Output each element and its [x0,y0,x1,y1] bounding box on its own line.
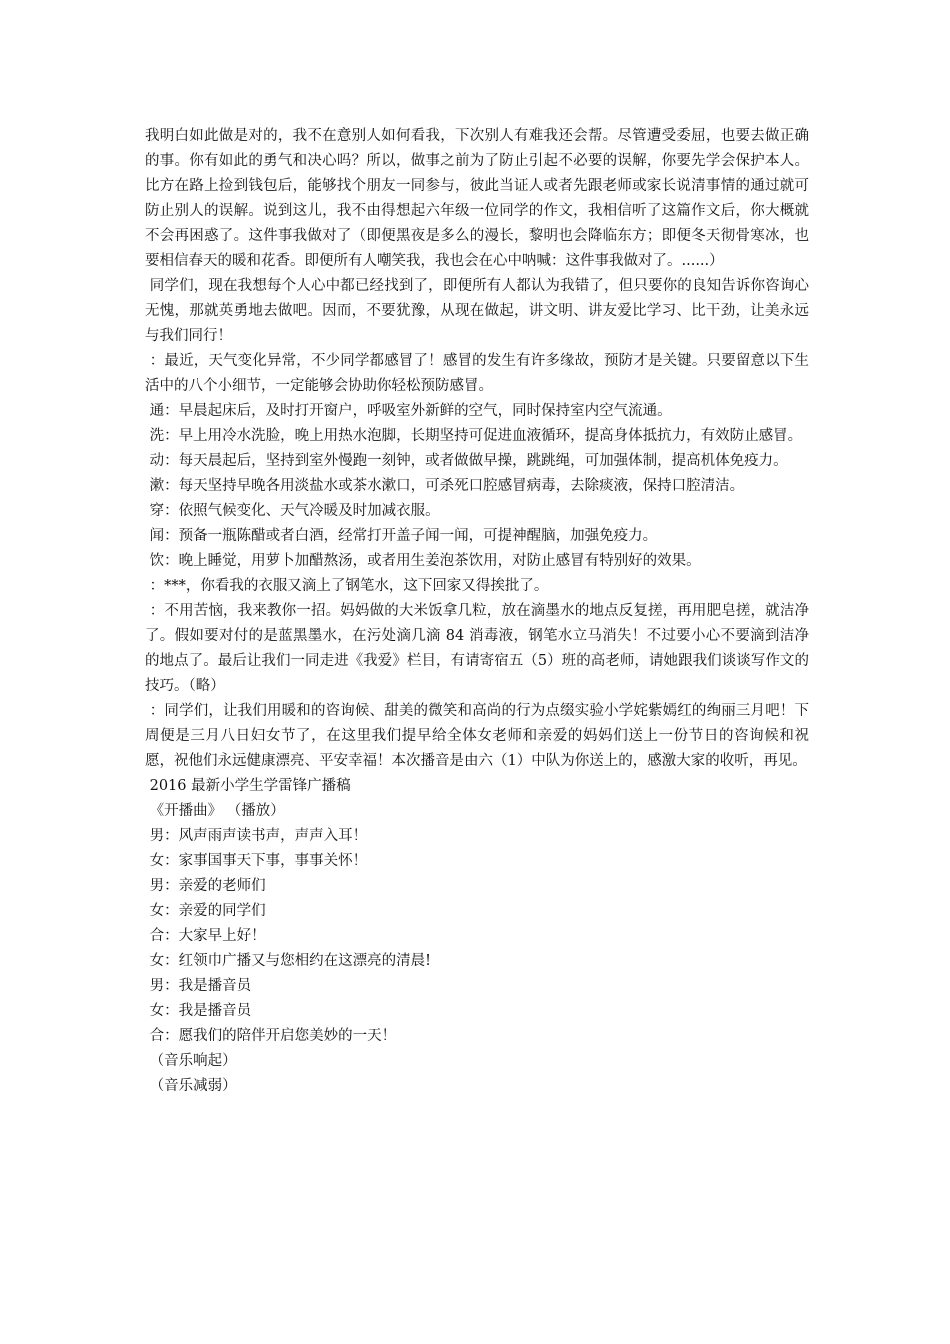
script-line: 女：亲爱的同学们 [145,903,266,919]
paragraph: ：***，你看我的衣服又滴上了钢笔水，这下回家又得挨批了。 [145,578,549,594]
section-title: 2016 最新小学生学雷锋广播稿 [145,778,351,794]
script-line: 女：家事国事天下事，事事关怀！ [145,853,368,869]
script-line: （音乐响起） [145,1053,237,1069]
paragraph: 动：每天晨起后，坚持到室外慢跑一刻钟，或者做做早操，跳跳绳，可加强体制，提高机体免疫力。 [145,453,788,469]
paragraph: 闻：预备一瓶陈醋或者白酒，经常打开盖子闻一闻，可提神醒脑，加强免疫力。 [145,528,658,544]
script-line: 女：红领巾广播又与您相约在这漂亮的清晨! [145,953,431,969]
script-line: 合：大家早上好！ [145,928,266,944]
script-line: 男：风声雨声读书声，声声入耳！ [145,828,368,844]
paragraph: 漱：每天坚持早晚各用淡盐水或茶水漱口，可杀死口腔感冒病毒，去除痰液，保持口腔清洁。 [145,478,745,494]
paragraph: 同学们，现在我想每个人心中都已经找到了，即便所有人都认为我错了，但只要你的良知告诉你咨询心无愧，那就英勇地去做吧。因而，不要犹豫，从现在做起，讲文明、讲友爱比学习、比干劲，让美永远与我们同行！ [145,278,809,344]
script-line: 男：亲爱的老师们 [145,878,266,894]
script-line: （音乐减弱） [145,1078,237,1094]
script-line: 女：我是播音员 [145,1003,252,1019]
document-body [145,124,809,1099]
paragraph: 洗：早上用冷水洗脸，晚上用热水泡脚，长期坚持可促进血液循环，提高身体抵抗力，有效防止感冒。 [145,428,803,444]
paragraph: 饮：晚上睡觉，用萝卜加醋熬汤，或者用生姜泡茶饮用，对防止感冒有特别好的效果。 [145,553,701,569]
paragraph: ：不用苦恼，我来教你一招。妈妈做的大米饭拿几粒，放在滴墨水的地点反复搓，再用肥皂搓，就洁净了。假如要对付的是蓝黑墨水，在污处滴几滴 84 消毒液，钢笔水立马消失！不过要小心不要滴到洁净的地点了。最后让我们一同走进《我爱》栏目，有请寄宿五（5）班的高老师，请她跟我们谈谈写作文的技巧。（略） [145,603,809,694]
paragraph: 穿：依照气候变化、天气冷暖及时加减衣服。 [145,503,440,519]
script-line: 合：愿我们的陪伴开启您美妙的一天！ [145,1028,397,1044]
paragraph: ：同学们，让我们用暖和的咨询候、甜美的微笑和高尚的行为点缀实验小学姹紫嫣红的绚丽三月吧！下周便是三月八日妇女节了，在这里我们提早给全体女老师和亲爱的妈妈们送上一份节日的咨询候和祝愿，祝他们永远健康漂亮、平安幸福！本次播音是由六（1）中队为你送上的，感激大家的收听，再见。 [145,703,809,769]
script-line: 《开播曲》 （播放） [145,803,285,819]
paragraph: 我明白如此做是对的，我不在意别人如何看我，下次别人有难我还会帮。尽管遭受委屈，也要去做正确的事。你有如此的勇气和决心吗？所以，做事之前为了防止引起不必要的误解，你要先学会保护本人。比方在路上捡到钱包后，能够找个朋友一同参与，彼此当证人或者先跟老师或家长说清事情的通过就可防止别人的误解。说到这儿，我不由得想起六年级一位同学的作文，我相信听了这篇作文后，你大概就不会再困惑了。这件事我做对了（即便黑夜是多么的漫长，黎明也会降临东方；即便冬天彻骨寒冰，也要相信春天的暖和花香。即便所有人嘲笑我，我也会在心中呐喊：这件事我做对了。......） [145,128,809,269]
paragraph: 通：早晨起床后，及时打开窗户，呼吸室外新鲜的空气，同时保持室内空气流通。 [145,403,672,419]
paragraph: ：最近，天气变化异常，不少同学都感冒了！感冒的发生有许多缘故，预防才是关键。只要留意以下生活中的八个小细节，一定能够会协助你轻松预防感冒。 [145,353,809,394]
script-line: 男：我是播音员 [145,978,252,994]
